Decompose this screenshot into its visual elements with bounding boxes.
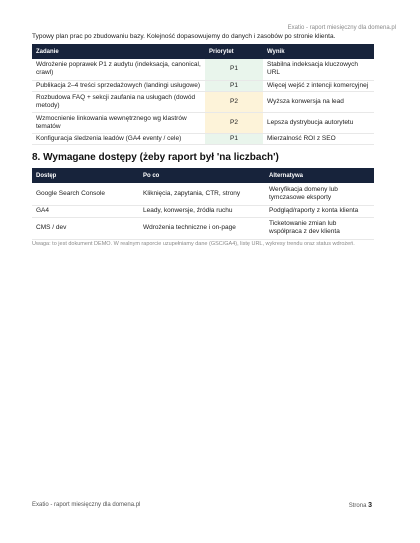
priority-badge: P1 [205, 133, 263, 144]
table-row [32, 80, 374, 91]
task-cell: Wdrożenie poprawek P1 z audytu (indeksacja, canonical, crawl) [32, 59, 205, 80]
table-row [32, 59, 374, 80]
access-cell: CMS / dev [32, 217, 139, 239]
task-cell: Wzmocnienie linkowania wewnętrznego wg klastrów tematów [32, 112, 205, 133]
task-cell: Publikacja 2–4 treści sprzedażowych (landingi usługowe) [32, 80, 205, 91]
table-row [32, 183, 374, 205]
table-row [32, 217, 374, 239]
task-cell: Rozbudowa FAQ + sekcji zaufania na usługach (dowód metody) [32, 91, 205, 112]
result-cell: Więcej wejść z intencji komercyjnej [263, 80, 374, 91]
alternative-cell: Weryfikacja domeny lub tymczasowe eksporty [265, 183, 374, 205]
priority-badge: P2 [205, 112, 263, 133]
result-cell: Stabilna indeksacja kluczowych URL [263, 59, 374, 80]
column-header-alternative: Alternatywa [265, 168, 374, 183]
demo-note: Uwaga: to jest dokument DEMO. W realnym raporcie uzupełniamy dane (GSC/GA4), listę URL, wykresy trendu oraz status wdrożeń. [32, 241, 355, 247]
result-cell: Mierzalność ROI z SEO [263, 133, 374, 144]
access-cell: Google Search Console [32, 183, 139, 205]
result-cell: Wyższa konwersja na lead [263, 91, 374, 112]
purpose-cell: Leady, konwersje, źródła ruchu [139, 205, 265, 217]
intro-paragraph: Typowy plan prac po zbudowaniu bazy. Kolejność dopasowujemy do danych i zasobów po stronie klienta. [32, 33, 336, 40]
result-cell: Lepsza dystrybucja autorytetu [263, 112, 374, 133]
column-header-purpose: Po co [139, 168, 265, 183]
alternative-cell: Ticketowanie zmian lub współpraca z dev klienta [265, 217, 374, 239]
task-cell: Konfiguracja śledzenia leadów (GA4 eventy / cele) [32, 133, 205, 144]
table-row [32, 133, 374, 144]
column-header-result: Wynik [263, 44, 374, 59]
footer-title: Exatio - raport miesięczny dla domena.pl [32, 502, 141, 508]
running-header: Exatio - raport miesięczny dla domena.pl [287, 25, 396, 31]
purpose-cell: Wdrożenia techniczne i on-page [139, 217, 265, 239]
table-row [32, 112, 374, 133]
priority-badge: P1 [205, 59, 263, 80]
table-row [32, 91, 374, 112]
priority-badge: P1 [205, 80, 263, 91]
access-table [32, 168, 374, 240]
alternative-cell: Podgląd/raporty z konta klienta [265, 205, 374, 217]
column-header-access: Dostęp [32, 168, 139, 183]
tasks-table [32, 44, 374, 145]
page-label: Strona [348, 503, 367, 509]
page-number [349, 502, 372, 509]
purpose-cell: Kliknięcia, zapytania, CTR, strony [139, 183, 265, 205]
column-header-priority: Priorytet [205, 44, 263, 59]
section-heading: 8. Wymagane dostępy (żeby raport był 'na liczbach') [32, 152, 279, 163]
column-header-task: Zadanie [32, 44, 205, 59]
access-cell: GA4 [32, 205, 139, 217]
priority-badge: P2 [205, 91, 263, 112]
page-number-value: 3 [368, 502, 372, 509]
table-row [32, 205, 374, 217]
